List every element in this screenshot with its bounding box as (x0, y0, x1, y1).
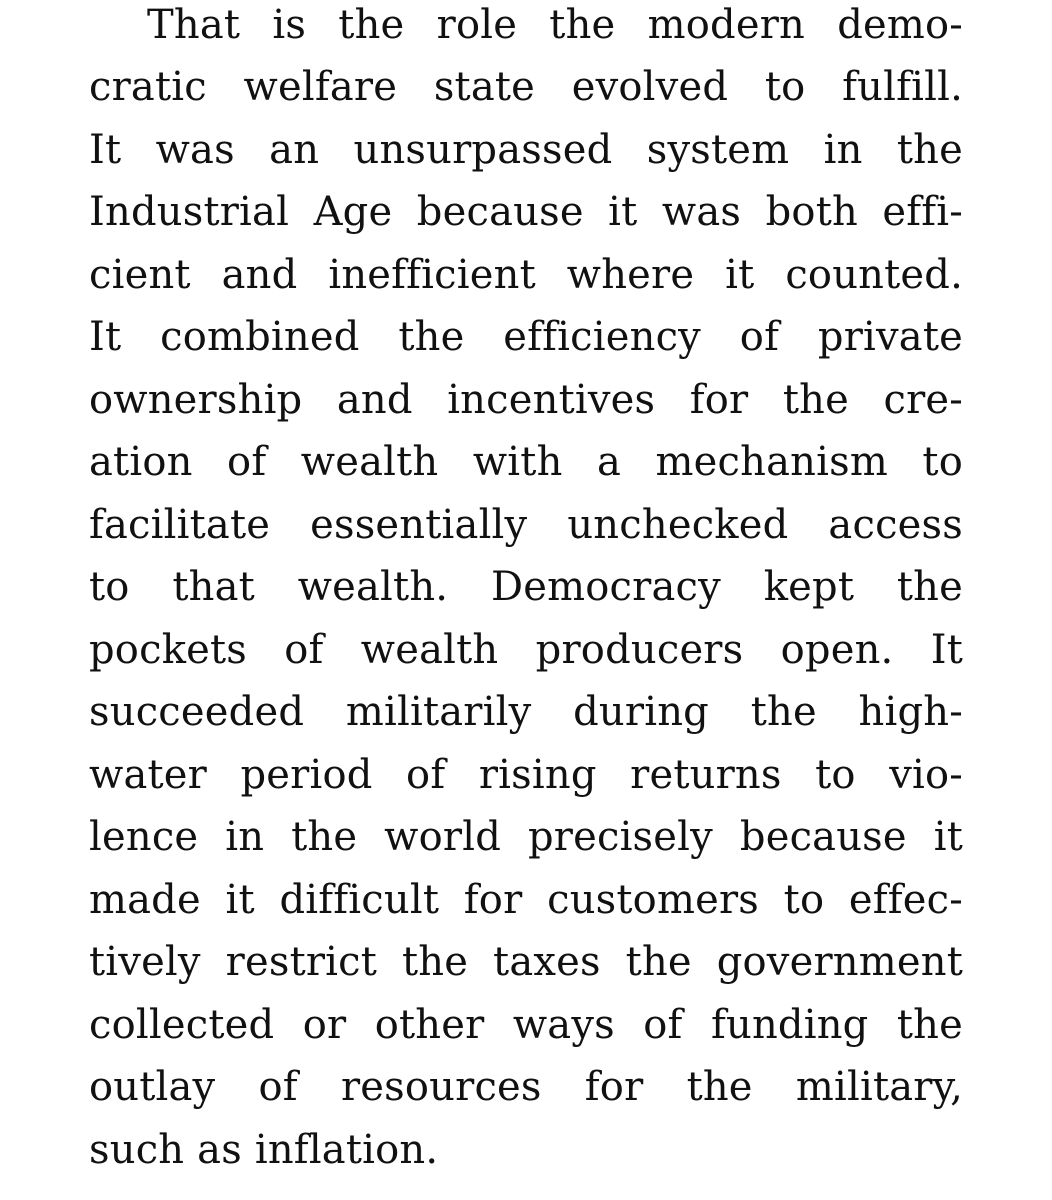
text-line: ownership and incentives for the cre- (89, 377, 963, 423)
text-line: water period of rising returns to vio- (89, 752, 963, 798)
text-line: It was an unsurpassed system in the (89, 127, 963, 173)
text-line: made it difficult for customers to effec- (89, 877, 963, 923)
text-line: cratic welfare state evolved to fulfill. (89, 64, 963, 110)
text-line: succeeded militarily during the high- (89, 689, 963, 735)
text-line: pockets of wealth producers open. It (89, 627, 963, 673)
text-line: That is the role the modern demo- (147, 2, 963, 48)
text-line: Industrial Age because it was both effi- (89, 189, 963, 235)
text-line: outlay of resources for the military, (89, 1064, 963, 1110)
text-line: such as inflation. (89, 1127, 439, 1173)
text-line: It combined the efficiency of private (89, 314, 963, 360)
text-line: facilitate essentially unchecked access (89, 502, 963, 548)
book-page (89, 0, 963, 1200)
text-line: ation of wealth with a mechanism to (89, 439, 963, 485)
text-line: lence in the world precisely because it (89, 814, 963, 860)
text-line: tively restrict the taxes the government (89, 939, 963, 985)
text-line: to that wealth. Democracy kept the (89, 564, 963, 610)
text-line: cient and inefficient where it counted. (89, 252, 963, 298)
text-line: collected or other ways of funding the (89, 1002, 963, 1048)
